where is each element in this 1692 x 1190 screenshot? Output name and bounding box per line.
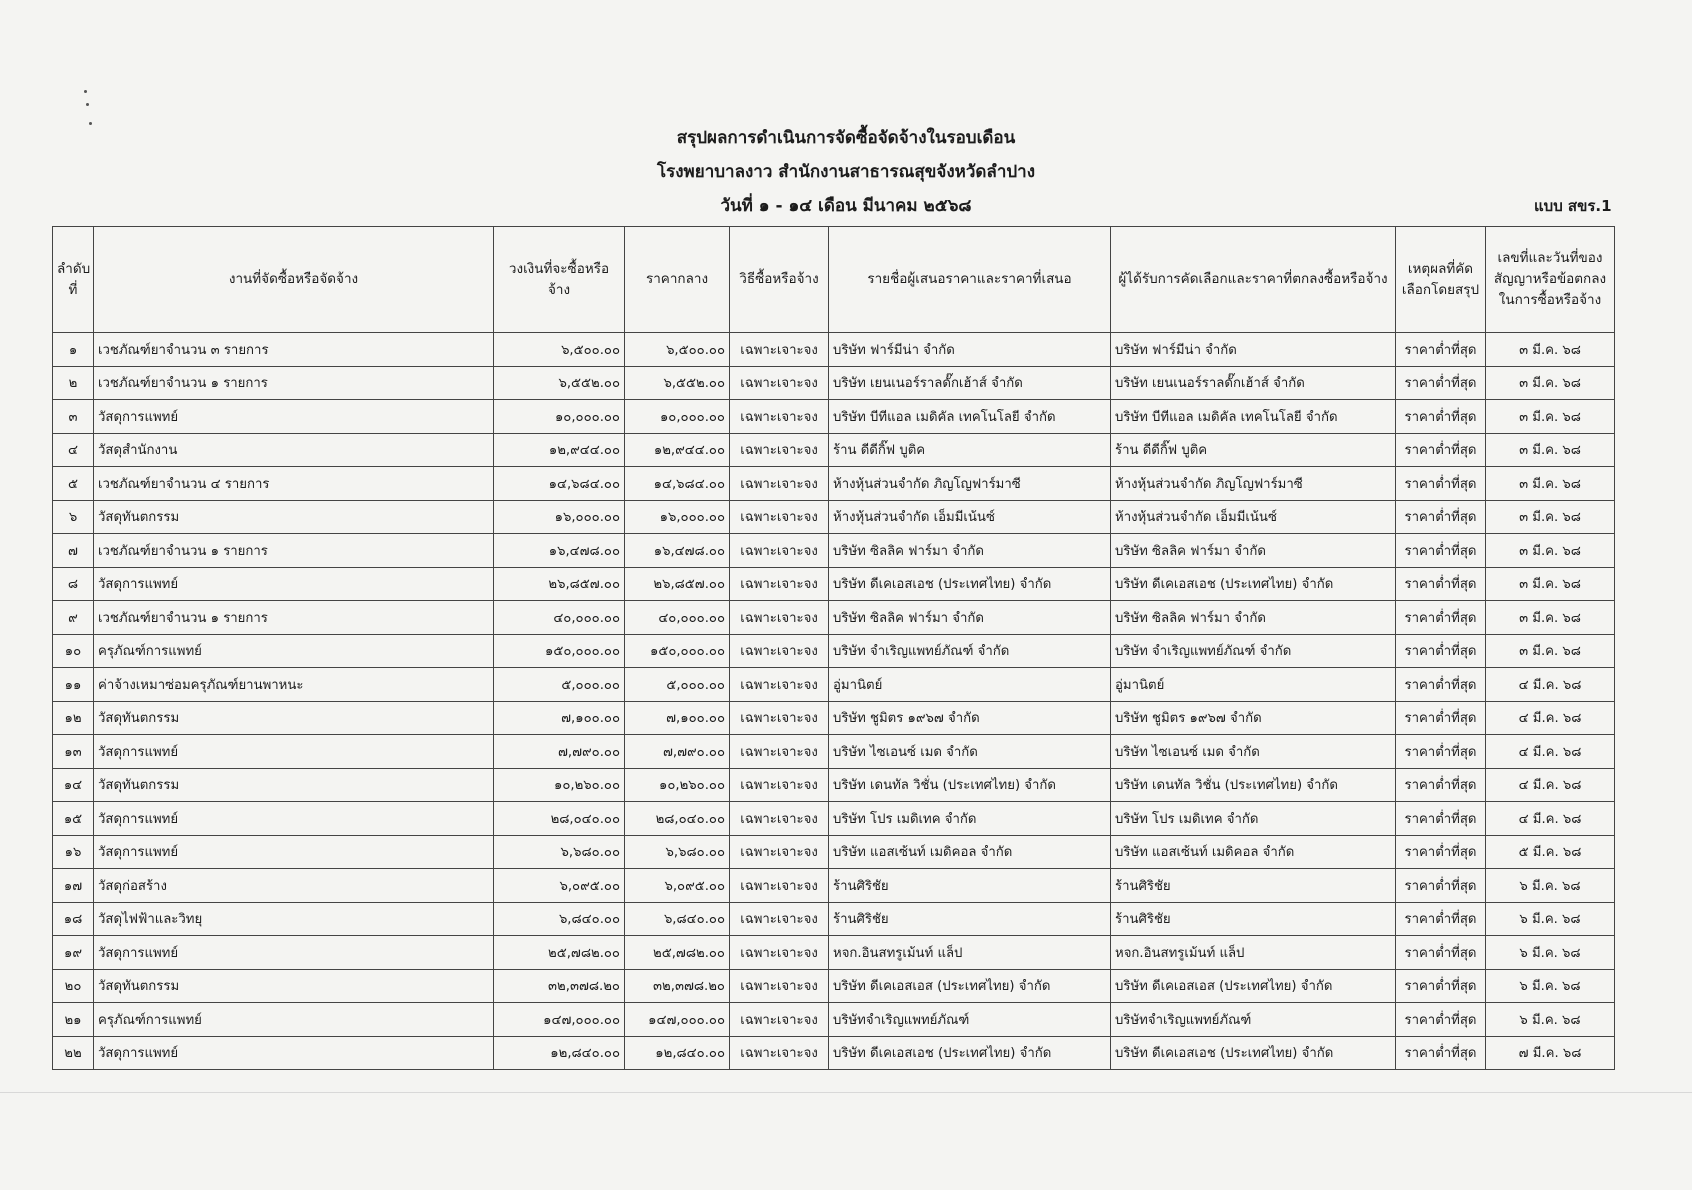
cell-method: เฉพาะเจาะจง <box>730 567 829 601</box>
cell-bidders: ห้างหุ้นส่วนจำกัด ภิญโญฟาร์มาซี <box>829 467 1111 501</box>
cell-winner: บริษัท ดีเคเอสเอช (ประเทศไทย) จำกัด <box>1111 567 1396 601</box>
cell-item: วัสดุการแพทย์ <box>94 735 494 769</box>
cell-reason: ราคาต่ำที่สุด <box>1396 1003 1486 1037</box>
cell-budget: ๖,๖๘๐.๐๐ <box>494 835 625 869</box>
cell-no: ๒๐ <box>53 969 94 1003</box>
cell-reason: ราคาต่ำที่สุด <box>1396 936 1486 970</box>
cell-method: เฉพาะเจาะจง <box>730 902 829 936</box>
table-row <box>53 768 1615 802</box>
table-row <box>53 902 1615 936</box>
cell-contract: ๕ มี.ค. ๖๘ <box>1486 835 1615 869</box>
col-header-budget: วงเงินที่จะซื้อหรือจ้าง <box>494 227 625 333</box>
cell-bidders: บริษัท เยนเนอร์ราลดั๊กเฮ้าส์ จำกัด <box>829 366 1111 400</box>
cell-bidders: บริษัท แอสเซ้นท์ เมดิคอล จำกัด <box>829 835 1111 869</box>
cell-ref-price: ๖,๘๔๐.๐๐ <box>625 902 730 936</box>
cell-ref-price: ๑๒,๙๔๔.๐๐ <box>625 433 730 467</box>
cell-winner: บริษัท จำเริญแพทย์ภัณฑ์ จำกัด <box>1111 634 1396 668</box>
procurement-table <box>52 226 1615 1070</box>
cell-contract: ๓ มี.ค. ๖๘ <box>1486 601 1615 635</box>
cell-contract: ๔ มี.ค. ๖๘ <box>1486 802 1615 836</box>
cell-no: ๕ <box>53 467 94 501</box>
cell-no: ๓ <box>53 400 94 434</box>
cell-item: เวชภัณฑ์ยาจำนวน ๔ รายการ <box>94 467 494 501</box>
cell-ref-price: ๑๔๗,๐๐๐.๐๐ <box>625 1003 730 1037</box>
cell-winner: บริษัท แอสเซ้นท์ เมดิคอล จำกัด <box>1111 835 1396 869</box>
cell-method: เฉพาะเจาะจง <box>730 601 829 635</box>
cell-item: วัสดุการแพทย์ <box>94 835 494 869</box>
cell-contract: ๓ มี.ค. ๖๘ <box>1486 433 1615 467</box>
cell-method: เฉพาะเจาะจง <box>730 701 829 735</box>
cell-bidders: บริษัท ฟาร์มีน่า จำกัด <box>829 333 1111 367</box>
cell-budget: ๗,๗๙๐.๐๐ <box>494 735 625 769</box>
table-body <box>53 333 1615 1070</box>
cell-budget: ๑๒,๘๔๐.๐๐ <box>494 1036 625 1070</box>
cell-contract: ๓ มี.ค. ๖๘ <box>1486 400 1615 434</box>
scan-speck <box>84 90 87 93</box>
cell-item: วัสดุการแพทย์ <box>94 1036 494 1070</box>
cell-contract: ๖ มี.ค. ๖๘ <box>1486 869 1615 903</box>
cell-no: ๑๙ <box>53 936 94 970</box>
table-row <box>53 333 1615 367</box>
cell-bidders: บริษัท ไซเอนซ์ เมด จำกัด <box>829 735 1111 769</box>
cell-method: เฉพาะเจาะจง <box>730 433 829 467</box>
cell-bidders: บริษัท ชูมิตร ๑๙๖๗ จำกัด <box>829 701 1111 735</box>
cell-winner: อู่มานิตย์ <box>1111 668 1396 702</box>
cell-ref-price: ๖,๕๐๐.๐๐ <box>625 333 730 367</box>
cell-winner: ร้าน ดีดีกิ๊ฟ บูติค <box>1111 433 1396 467</box>
cell-no: ๑๐ <box>53 634 94 668</box>
cell-bidders: ร้านศิริชัย <box>829 902 1111 936</box>
cell-budget: ๗,๑๐๐.๐๐ <box>494 701 625 735</box>
cell-contract: ๓ มี.ค. ๖๘ <box>1486 534 1615 568</box>
col-header-contract: เลขที่และวันที่ของสัญญาหรือข้อตกลงในการซื้อหรือจ้าง <box>1486 227 1615 333</box>
cell-ref-price: ๑๐,๐๐๐.๐๐ <box>625 400 730 434</box>
cell-reason: ราคาต่ำที่สุด <box>1396 634 1486 668</box>
cell-reason: ราคาต่ำที่สุด <box>1396 366 1486 400</box>
cell-ref-price: ๒๖,๘๕๗.๐๐ <box>625 567 730 601</box>
table-row <box>53 668 1615 702</box>
cell-winner: บริษัท เยนเนอร์ราลดั๊กเฮ้าส์ จำกัด <box>1111 366 1396 400</box>
cell-contract: ๔ มี.ค. ๖๘ <box>1486 668 1615 702</box>
cell-method: เฉพาะเจาะจง <box>730 500 829 534</box>
cell-budget: ๖,๕๕๒.๐๐ <box>494 366 625 400</box>
cell-reason: ราคาต่ำที่สุด <box>1396 467 1486 501</box>
cell-item: เวชภัณฑ์ยาจำนวน ๑ รายการ <box>94 534 494 568</box>
table-row <box>53 467 1615 501</box>
cell-method: เฉพาะเจาะจง <box>730 366 829 400</box>
cell-no: ๗ <box>53 534 94 568</box>
table-row <box>53 601 1615 635</box>
cell-budget: ๓๒,๓๗๘.๒๐ <box>494 969 625 1003</box>
cell-item: วัสดุทันตกรรม <box>94 768 494 802</box>
cell-ref-price: ๓๒,๓๗๘.๒๐ <box>625 969 730 1003</box>
cell-reason: ราคาต่ำที่สุด <box>1396 333 1486 367</box>
cell-reason: ราคาต่ำที่สุด <box>1396 601 1486 635</box>
table-row <box>53 433 1615 467</box>
cell-item: วัสดุก่อสร้าง <box>94 869 494 903</box>
cell-contract: ๖ มี.ค. ๖๘ <box>1486 1003 1615 1037</box>
cell-winner: บริษัท ชูมิตร ๑๙๖๗ จำกัด <box>1111 701 1396 735</box>
cell-method: เฉพาะเจาะจง <box>730 936 829 970</box>
cell-ref-price: ๑๕๐,๐๐๐.๐๐ <box>625 634 730 668</box>
cell-no: ๑๒ <box>53 701 94 735</box>
cell-reason: ราคาต่ำที่สุด <box>1396 969 1486 1003</box>
table-row <box>53 969 1615 1003</box>
form-code: แบบ สขร.1 <box>1534 197 1612 215</box>
cell-no: ๒๑ <box>53 1003 94 1037</box>
cell-winner: บริษัท ฟาร์มีน่า จำกัด <box>1111 333 1396 367</box>
cell-contract: ๔ มี.ค. ๖๘ <box>1486 735 1615 769</box>
cell-budget: ๑๔,๖๘๔.๐๐ <box>494 467 625 501</box>
cell-bidders: บริษัท ดีเคเอสเอช (ประเทศไทย) จำกัด <box>829 1036 1111 1070</box>
cell-reason: ราคาต่ำที่สุด <box>1396 735 1486 769</box>
cell-contract: ๖ มี.ค. ๖๘ <box>1486 969 1615 1003</box>
cell-no: ๖ <box>53 500 94 534</box>
cell-winner: บริษัท ไซเอนซ์ เมด จำกัด <box>1111 735 1396 769</box>
cell-reason: ราคาต่ำที่สุด <box>1396 500 1486 534</box>
cell-contract: ๔ มี.ค. ๖๘ <box>1486 701 1615 735</box>
cell-item: เวชภัณฑ์ยาจำนวน ๑ รายการ <box>94 601 494 635</box>
cell-bidders: บริษัท ซิลลิค ฟาร์มา จำกัด <box>829 534 1111 568</box>
cell-no: ๑๔ <box>53 768 94 802</box>
cell-contract: ๓ มี.ค. ๖๘ <box>1486 467 1615 501</box>
table-row <box>53 567 1615 601</box>
cell-budget: ๑๖,๐๐๐.๐๐ <box>494 500 625 534</box>
table-row <box>53 701 1615 735</box>
cell-ref-price: ๔๐,๐๐๐.๐๐ <box>625 601 730 635</box>
cell-winner: หจก.อินสทรูเม้นท์ แล็ป <box>1111 936 1396 970</box>
cell-item: วัสดุการแพทย์ <box>94 936 494 970</box>
page-edge-line <box>0 1092 1692 1093</box>
cell-item: วัสดุทันตกรรม <box>94 500 494 534</box>
cell-winner: บริษัท บีทีแอล เมดิคัล เทคโนโลยี จำกัด <box>1111 400 1396 434</box>
cell-bidders: บริษัท โปร เมดิเทค จำกัด <box>829 802 1111 836</box>
cell-winner: บริษัท เดนทัล วิชั่น (ประเทศไทย) จำกัด <box>1111 768 1396 802</box>
table-row <box>53 835 1615 869</box>
cell-contract: ๖ มี.ค. ๖๘ <box>1486 936 1615 970</box>
cell-item: วัสดุการแพทย์ <box>94 567 494 601</box>
cell-winner: ห้างหุ้นส่วนจำกัด ภิญโญฟาร์มาซี <box>1111 467 1396 501</box>
cell-winner: บริษัท ดีเคเอสเอส (ประเทศไทย) จำกัด <box>1111 969 1396 1003</box>
cell-budget: ๒๘,๐๔๐.๐๐ <box>494 802 625 836</box>
cell-winner: บริษัท ซิลลิค ฟาร์มา จำกัด <box>1111 601 1396 635</box>
cell-budget: ๑๒,๙๔๔.๐๐ <box>494 433 625 467</box>
cell-item: วัสดุการแพทย์ <box>94 400 494 434</box>
cell-item: ครุภัณฑ์การแพทย์ <box>94 1003 494 1037</box>
cell-ref-price: ๖,๖๘๐.๐๐ <box>625 835 730 869</box>
cell-ref-price: ๗,๑๐๐.๐๐ <box>625 701 730 735</box>
cell-reason: ราคาต่ำที่สุด <box>1396 768 1486 802</box>
cell-reason: ราคาต่ำที่สุด <box>1396 869 1486 903</box>
cell-no: ๑๗ <box>53 869 94 903</box>
cell-no: ๑๘ <box>53 902 94 936</box>
cell-no: ๒ <box>53 366 94 400</box>
cell-reason: ราคาต่ำที่สุด <box>1396 701 1486 735</box>
cell-method: เฉพาะเจาะจง <box>730 333 829 367</box>
cell-contract: ๔ มี.ค. ๖๘ <box>1486 768 1615 802</box>
table-row <box>53 634 1615 668</box>
cell-contract: ๓ มี.ค. ๖๘ <box>1486 634 1615 668</box>
cell-no: ๒๒ <box>53 1036 94 1070</box>
table-row <box>53 735 1615 769</box>
cell-reason: ราคาต่ำที่สุด <box>1396 802 1486 836</box>
cell-ref-price: ๑๔,๖๘๔.๐๐ <box>625 467 730 501</box>
cell-winner: บริษัท โปร เมดิเทค จำกัด <box>1111 802 1396 836</box>
col-header-no: ลำดับที่ <box>53 227 94 333</box>
cell-contract: ๓ มี.ค. ๖๘ <box>1486 366 1615 400</box>
cell-bidders: บริษัท ดีเคเอสเอช (ประเทศไทย) จำกัด <box>829 567 1111 601</box>
col-header-reason: เหตุผลที่คัดเลือกโดยสรุป <box>1396 227 1486 333</box>
table-row <box>53 1003 1615 1037</box>
cell-winner: บริษัทจำเริญแพทย์ภัณฑ์ <box>1111 1003 1396 1037</box>
document-subtitle: โรงพยาบาลงาว สำนักงานสาธารณสุขจังหวัดลำปาง <box>656 162 1036 182</box>
table-row <box>53 400 1615 434</box>
cell-ref-price: ๑๖,๐๐๐.๐๐ <box>625 500 730 534</box>
cell-no: ๑๓ <box>53 735 94 769</box>
cell-budget: ๖,๐๙๕.๐๐ <box>494 869 625 903</box>
cell-item: เวชภัณฑ์ยาจำนวน ๓ รายการ <box>94 333 494 367</box>
cell-no: ๔ <box>53 433 94 467</box>
cell-reason: ราคาต่ำที่สุด <box>1396 668 1486 702</box>
document-period: วันที่ ๑ - ๑๔ เดือน มีนาคม ๒๕๖๘ <box>720 196 972 216</box>
cell-budget: ๑๐,๒๖๐.๐๐ <box>494 768 625 802</box>
cell-ref-price: ๑๖,๔๗๘.๐๐ <box>625 534 730 568</box>
cell-method: เฉพาะเจาะจง <box>730 735 829 769</box>
scan-speck <box>86 103 89 106</box>
cell-no: ๑๑ <box>53 668 94 702</box>
cell-bidders: อู่มานิตย์ <box>829 668 1111 702</box>
cell-method: เฉพาะเจาะจง <box>730 668 829 702</box>
cell-contract: ๓ มี.ค. ๖๘ <box>1486 500 1615 534</box>
cell-bidders: ร้าน ดีดีกิ๊ฟ บูติค <box>829 433 1111 467</box>
cell-budget: ๑๕๐,๐๐๐.๐๐ <box>494 634 625 668</box>
cell-bidders: บริษัท จำเริญแพทย์ภัณฑ์ จำกัด <box>829 634 1111 668</box>
cell-no: ๑๕ <box>53 802 94 836</box>
cell-method: เฉพาะเจาะจง <box>730 400 829 434</box>
cell-bidders: บริษัท เดนทัล วิชั่น (ประเทศไทย) จำกัด <box>829 768 1111 802</box>
cell-no: ๑๖ <box>53 835 94 869</box>
cell-contract: ๖ มี.ค. ๖๘ <box>1486 902 1615 936</box>
cell-bidders: ร้านศิริชัย <box>829 869 1111 903</box>
cell-reason: ราคาต่ำที่สุด <box>1396 902 1486 936</box>
cell-budget: ๑๔๗,๐๐๐.๐๐ <box>494 1003 625 1037</box>
cell-bidders: ห้างหุ้นส่วนจำกัด เอ็มมีเน้นซ์ <box>829 500 1111 534</box>
cell-method: เฉพาะเจาะจง <box>730 634 829 668</box>
cell-no: ๘ <box>53 567 94 601</box>
cell-item: วัสดุทันตกรรม <box>94 969 494 1003</box>
cell-no: ๙ <box>53 601 94 635</box>
cell-item: วัสดุสำนักงาน <box>94 433 494 467</box>
cell-bidders: หจก.อินสทรูเม้นท์ แล็ป <box>829 936 1111 970</box>
cell-budget: ๖,๘๔๐.๐๐ <box>494 902 625 936</box>
cell-ref-price: ๗,๗๙๐.๐๐ <box>625 735 730 769</box>
table-row <box>53 869 1615 903</box>
cell-ref-price: ๒๘,๐๔๐.๐๐ <box>625 802 730 836</box>
cell-reason: ราคาต่ำที่สุด <box>1396 567 1486 601</box>
cell-winner: บริษัท ดีเคเอสเอช (ประเทศไทย) จำกัด <box>1111 1036 1396 1070</box>
cell-method: เฉพาะเจาะจง <box>730 869 829 903</box>
cell-ref-price: ๖,๕๕๒.๐๐ <box>625 366 730 400</box>
col-header-winner: ผู้ได้รับการคัดเลือกและราคาที่ตกลงซื้อหรือจ้าง <box>1111 227 1396 333</box>
table-row <box>53 534 1615 568</box>
cell-budget: ๔๐,๐๐๐.๐๐ <box>494 601 625 635</box>
cell-reason: ราคาต่ำที่สุด <box>1396 400 1486 434</box>
cell-method: เฉพาะเจาะจง <box>730 1036 829 1070</box>
col-header-ref-price: ราคากลาง <box>625 227 730 333</box>
cell-ref-price: ๒๕,๗๘๒.๐๐ <box>625 936 730 970</box>
cell-winner: บริษัท ซิลลิค ฟาร์มา จำกัด <box>1111 534 1396 568</box>
col-header-item: งานที่จัดซื้อหรือจัดจ้าง <box>94 227 494 333</box>
cell-method: เฉพาะเจาะจง <box>730 467 829 501</box>
cell-method: เฉพาะเจาะจง <box>730 534 829 568</box>
table-row <box>53 936 1615 970</box>
table-row <box>53 802 1615 836</box>
cell-bidders: บริษัท ดีเคเอสเอส (ประเทศไทย) จำกัด <box>829 969 1111 1003</box>
table-row <box>53 1036 1615 1070</box>
document-title: สรุปผลการดำเนินการจัดซื้อจัดจ้างในรอบเดือน <box>676 128 1016 148</box>
cell-method: เฉพาะเจาะจง <box>730 768 829 802</box>
cell-reason: ราคาต่ำที่สุด <box>1396 433 1486 467</box>
cell-budget: ๕,๐๐๐.๐๐ <box>494 668 625 702</box>
col-header-method: วิธีซื้อหรือจ้าง <box>730 227 829 333</box>
cell-method: เฉพาะเจาะจง <box>730 835 829 869</box>
cell-contract: ๓ มี.ค. ๖๘ <box>1486 567 1615 601</box>
cell-item: วัสดุไฟฟ้าและวิทยุ <box>94 902 494 936</box>
cell-ref-price: ๕,๐๐๐.๐๐ <box>625 668 730 702</box>
cell-contract: ๗ มี.ค. ๖๘ <box>1486 1036 1615 1070</box>
cell-item: วัสดุการแพทย์ <box>94 802 494 836</box>
cell-method: เฉพาะเจาะจง <box>730 969 829 1003</box>
cell-bidders: บริษัท บีทีแอล เมดิคัล เทคโนโลยี จำกัด <box>829 400 1111 434</box>
cell-reason: ราคาต่ำที่สุด <box>1396 534 1486 568</box>
cell-budget: ๒๕,๗๘๒.๐๐ <box>494 936 625 970</box>
cell-budget: ๑๖,๔๗๘.๐๐ <box>494 534 625 568</box>
cell-no: ๑ <box>53 333 94 367</box>
cell-contract: ๓ มี.ค. ๖๘ <box>1486 333 1615 367</box>
cell-budget: ๑๐,๐๐๐.๐๐ <box>494 400 625 434</box>
cell-item: เวชภัณฑ์ยาจำนวน ๑ รายการ <box>94 366 494 400</box>
cell-budget: ๖,๕๐๐.๐๐ <box>494 333 625 367</box>
cell-reason: ราคาต่ำที่สุด <box>1396 1036 1486 1070</box>
cell-bidders: บริษัทจำเริญแพทย์ภัณฑ์ <box>829 1003 1111 1037</box>
cell-reason: ราคาต่ำที่สุด <box>1396 835 1486 869</box>
cell-winner: ร้านศิริชัย <box>1111 902 1396 936</box>
table-header-row <box>53 227 1615 333</box>
cell-ref-price: ๑๒,๘๔๐.๐๐ <box>625 1036 730 1070</box>
table-row <box>53 366 1615 400</box>
cell-winner: ร้านศิริชัย <box>1111 869 1396 903</box>
cell-ref-price: ๑๐,๒๖๐.๐๐ <box>625 768 730 802</box>
cell-bidders: บริษัท ซิลลิค ฟาร์มา จำกัด <box>829 601 1111 635</box>
cell-winner: ห้างหุ้นส่วนจำกัด เอ็มมีเน้นซ์ <box>1111 500 1396 534</box>
cell-budget: ๒๖,๘๕๗.๐๐ <box>494 567 625 601</box>
cell-item: ครุภัณฑ์การแพทย์ <box>94 634 494 668</box>
cell-method: เฉพาะเจาะจง <box>730 802 829 836</box>
col-header-bidders: รายชื่อผู้เสนอราคาและราคาที่เสนอ <box>829 227 1111 333</box>
cell-ref-price: ๖,๐๙๕.๐๐ <box>625 869 730 903</box>
cell-item: ค่าจ้างเหมาซ่อมครุภัณฑ์ยานพาหนะ <box>94 668 494 702</box>
cell-item: วัสดุทันตกรรม <box>94 701 494 735</box>
cell-method: เฉพาะเจาะจง <box>730 1003 829 1037</box>
table-row <box>53 500 1615 534</box>
